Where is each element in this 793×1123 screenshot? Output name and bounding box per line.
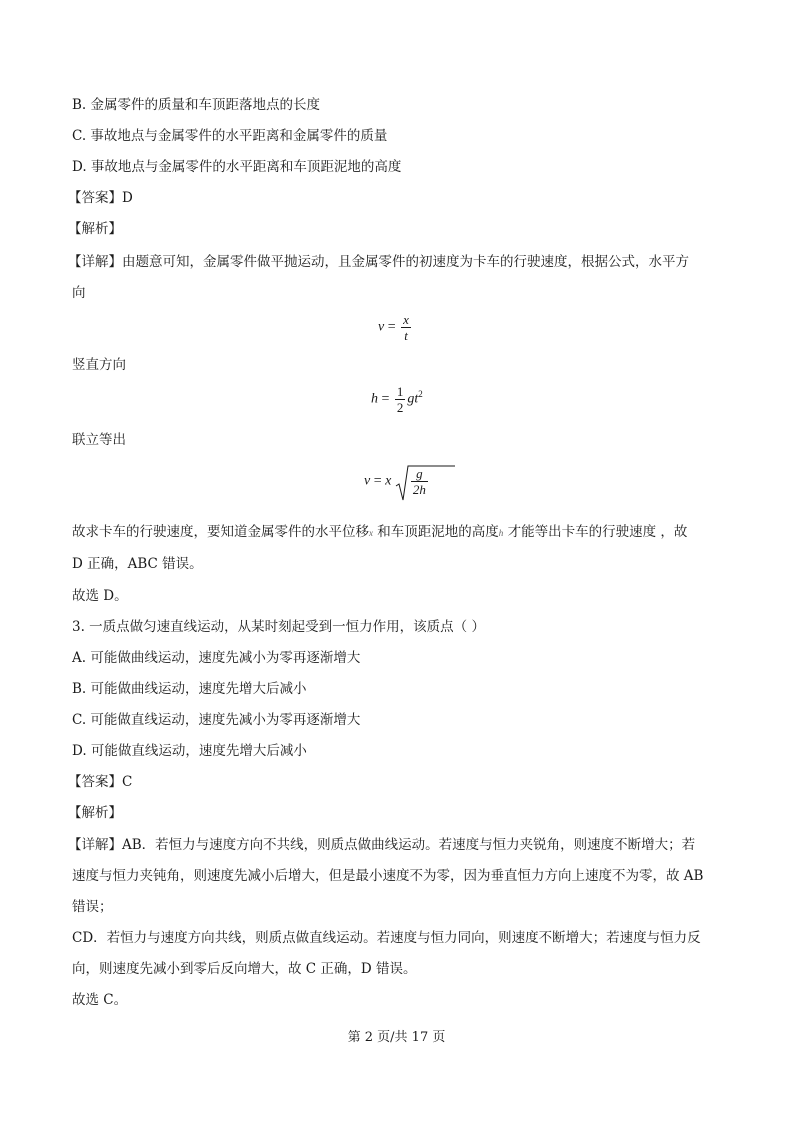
conclusion-text: 故求卡车的行驶速度，要知道金属零件的水平位移x 和车顶距泥地的高度h 才能等出卡车的行驶速度 ，故: [72, 524, 688, 540]
option-c: C. 事故地点与金属零件的水平距离和金属零件的质量: [72, 128, 388, 144]
combine-label: 联立等出: [72, 432, 126, 448]
page-footer: 第 2 页/共 17 页: [347, 1030, 446, 1045]
detail-text: 速度与恒力夹钝角，则速度先减小后增大，但是最小速度不为零，因为垂直恒力方向上速度不为零，故 AB: [72, 868, 704, 884]
option-c: C. 可能做直线运动，速度先减小为零再逐渐增大: [72, 712, 361, 728]
formula-velocity: v = $\frac{x}{t}$: [378, 312, 409, 343]
formula-height: h = $\frac{1}{2}$ $gt^2$: [371, 384, 423, 415]
option-a: A. 可能做曲线运动，速度先减小为零再逐渐增大: [72, 650, 361, 666]
option-b: B. 可能做曲线运动，速度先增大后减小: [72, 681, 307, 697]
detail-text: CD．若恒力与速度方向共线，则质点做直线运动。若速度与恒力同向，则速度不断增大；若速度与恒力反: [72, 930, 701, 946]
option-d: D. 事故地点与金属零件的水平距离和车顶距泥地的高度: [72, 159, 402, 175]
analysis-label: 【解析】: [68, 221, 122, 237]
question-3: 3. 一质点做匀速直线运动，从某时刻起受到一恒力作用，该质点（ ）: [72, 619, 485, 635]
answer-label: 【答案】C: [68, 774, 133, 790]
answer-label: 【答案】D: [68, 190, 133, 206]
formula-result: v = x $\frac{g}{2h}$: [364, 466, 430, 497]
detail-text: 错误；: [72, 899, 113, 915]
detail-text: 向，则速度先减小到零后反向增大，故 C 正确，D 错误。: [72, 961, 417, 977]
sqrt-sign-icon: [395, 464, 455, 504]
conclusion-text: D 正确，ABC 错误。: [72, 556, 203, 572]
analysis-label: 【解析】: [68, 805, 122, 821]
detail-text: 【详解】AB．若恒力与速度方向不共线，则质点做曲线运动。若速度与恒力夹锐角，则速度不断增大；若: [68, 837, 696, 853]
detail-text: 【详解】由题意可知，金属零件做平抛运动，且金属零件的初速度为卡车的行驶速度，根据公式，水平方: [68, 254, 689, 270]
detail-text: 向: [72, 285, 86, 301]
vertical-label: 竖直方向: [72, 357, 126, 373]
choice-text: 故选 D。: [72, 588, 128, 604]
option-d: D. 可能做直线运动，速度先增大后减小: [72, 743, 307, 759]
option-b: B. 金属零件的质量和车顶距落地点的长度: [72, 97, 321, 113]
choice-text: 故选 C。: [72, 992, 128, 1008]
